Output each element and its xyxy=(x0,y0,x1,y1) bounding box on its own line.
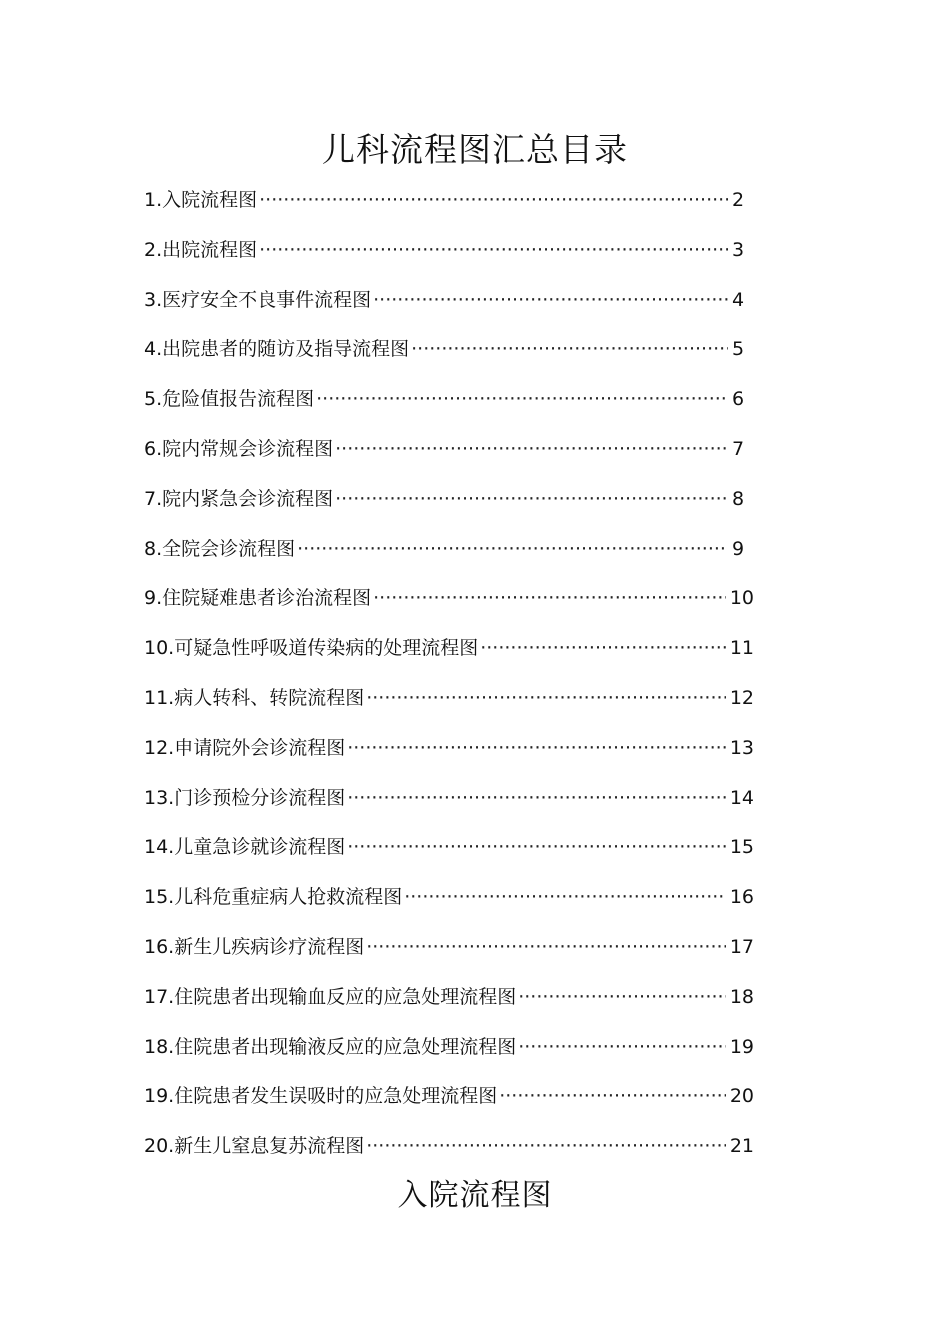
toc-leader-dots xyxy=(373,280,728,320)
toc-entry-page: 18 xyxy=(729,985,754,1008)
toc-leader-dots xyxy=(411,329,728,369)
toc-entry-page: 4 xyxy=(732,288,745,311)
toc-entry-label: 16.新生儿疾病诊疗流程图 xyxy=(144,935,365,958)
toc-title: 儿科流程图汇总目录 xyxy=(322,130,628,169)
toc-entry-label: 20.新生儿窒息复苏流程图 xyxy=(144,1135,365,1158)
toc-entry-page: 6 xyxy=(732,388,745,411)
toc-entry-label: 1.入院流程图 xyxy=(144,189,258,211)
toc-leader-dots xyxy=(366,927,726,967)
toc-entry[interactable] xyxy=(144,977,754,1027)
toc-entry[interactable] xyxy=(144,379,754,429)
toc-entry[interactable] xyxy=(144,280,754,330)
toc-entry[interactable] xyxy=(144,728,754,778)
toc-entry[interactable] xyxy=(144,180,754,230)
toc-entry-label: 11.病人转科、转院流程图 xyxy=(144,686,365,709)
toc-leader-dots xyxy=(404,877,726,917)
toc-entry-page: 9 xyxy=(732,537,745,560)
toc-entry[interactable] xyxy=(144,628,754,678)
toc-leader-dots xyxy=(366,1126,726,1166)
toc-entry[interactable] xyxy=(144,778,754,828)
toc-entry-page: 19 xyxy=(729,1035,754,1058)
toc-entry-label: 6.院内常规会诊流程图 xyxy=(144,437,334,460)
toc-entry-page: 21 xyxy=(729,1135,754,1158)
toc-entry-page: 14 xyxy=(729,786,754,809)
toc-entry-page: 5 xyxy=(732,338,745,361)
toc-entry-label: 3.医疗安全不良事件流程图 xyxy=(144,288,372,311)
toc-entry-label: 8.全院会诊流程图 xyxy=(144,537,296,560)
toc-leader-dots xyxy=(518,1027,726,1067)
toc-entry-page: 8 xyxy=(732,487,745,510)
toc-entry-page: 17 xyxy=(729,935,754,958)
toc-entry[interactable] xyxy=(144,877,754,927)
toc-entry-label: 9.住院疑难患者诊治流程图 xyxy=(144,587,372,610)
toc-entry-label: 13.门诊预检分诊流程图 xyxy=(144,786,346,809)
toc-leader-dots xyxy=(259,230,728,270)
toc-entry-label: 4.出院患者的随访及指导流程图 xyxy=(144,338,410,361)
toc-leader-dots xyxy=(518,977,726,1017)
toc-entry-page: 12 xyxy=(729,686,754,709)
toc-entry-page: 15 xyxy=(729,836,754,859)
toc-entry-label: 14.儿童急诊就诊流程图 xyxy=(144,836,346,859)
toc-leader-dots xyxy=(347,778,726,818)
toc-entry-label: 2.出院流程图 xyxy=(144,238,258,261)
toc-leader-dots xyxy=(499,1076,726,1116)
toc-entry[interactable] xyxy=(144,479,754,529)
toc-list xyxy=(144,180,754,1176)
toc-leader-dots xyxy=(297,529,728,569)
toc-entry-page: 3 xyxy=(732,238,745,261)
toc-entry-page: 7 xyxy=(732,437,745,460)
toc-entry-label: 18.住院患者出现输液反应的应急处理流程图 xyxy=(144,1035,517,1058)
toc-leader-dots xyxy=(347,827,726,867)
toc-entry[interactable] xyxy=(144,1126,754,1176)
toc-entry[interactable] xyxy=(144,329,754,379)
toc-entry[interactable] xyxy=(144,529,754,579)
toc-leader-dots xyxy=(335,479,728,519)
toc-entry-page: 2 xyxy=(732,189,745,211)
toc-entry-label: 19.住院患者发生误吸时的应急处理流程图 xyxy=(144,1085,498,1108)
toc-entry-page: 16 xyxy=(729,886,754,909)
toc-entry[interactable] xyxy=(144,678,754,728)
toc-entry[interactable] xyxy=(144,578,754,628)
toc-entry-page: 11 xyxy=(729,637,754,660)
toc-leader-dots xyxy=(480,628,726,668)
toc-leader-dots xyxy=(347,728,726,768)
toc-entry[interactable] xyxy=(144,827,754,877)
toc-entry[interactable] xyxy=(144,1076,754,1126)
toc-entry-label: 7.院内紧急会诊流程图 xyxy=(144,487,334,510)
toc-entry-label: 10.可疑急性呼吸道传染病的处理流程图 xyxy=(144,637,479,660)
toc-entry[interactable] xyxy=(144,230,754,280)
toc-entry[interactable] xyxy=(144,429,754,479)
toc-entry-label: 5.危险值报告流程图 xyxy=(144,388,315,411)
toc-entry[interactable] xyxy=(144,1027,754,1077)
toc-leader-dots xyxy=(316,379,728,419)
section-title: 入院流程图 xyxy=(397,1178,553,1213)
toc-leader-dots xyxy=(366,678,726,718)
toc-entry-page: 13 xyxy=(729,736,754,759)
toc-leader-dots xyxy=(373,578,726,618)
toc-entry-label: 15.儿科危重症病人抢救流程图 xyxy=(144,886,403,909)
toc-entry-label: 17.住院患者出现输血反应的应急处理流程图 xyxy=(144,985,517,1008)
toc-leader-dots xyxy=(335,429,728,469)
toc-entry[interactable] xyxy=(144,927,754,977)
toc-entry-label: 12.申请院外会诊流程图 xyxy=(144,736,346,759)
toc-entry-page: 20 xyxy=(729,1085,754,1108)
toc-entry-page: 10 xyxy=(729,587,754,610)
toc-leader-dots xyxy=(259,180,728,220)
